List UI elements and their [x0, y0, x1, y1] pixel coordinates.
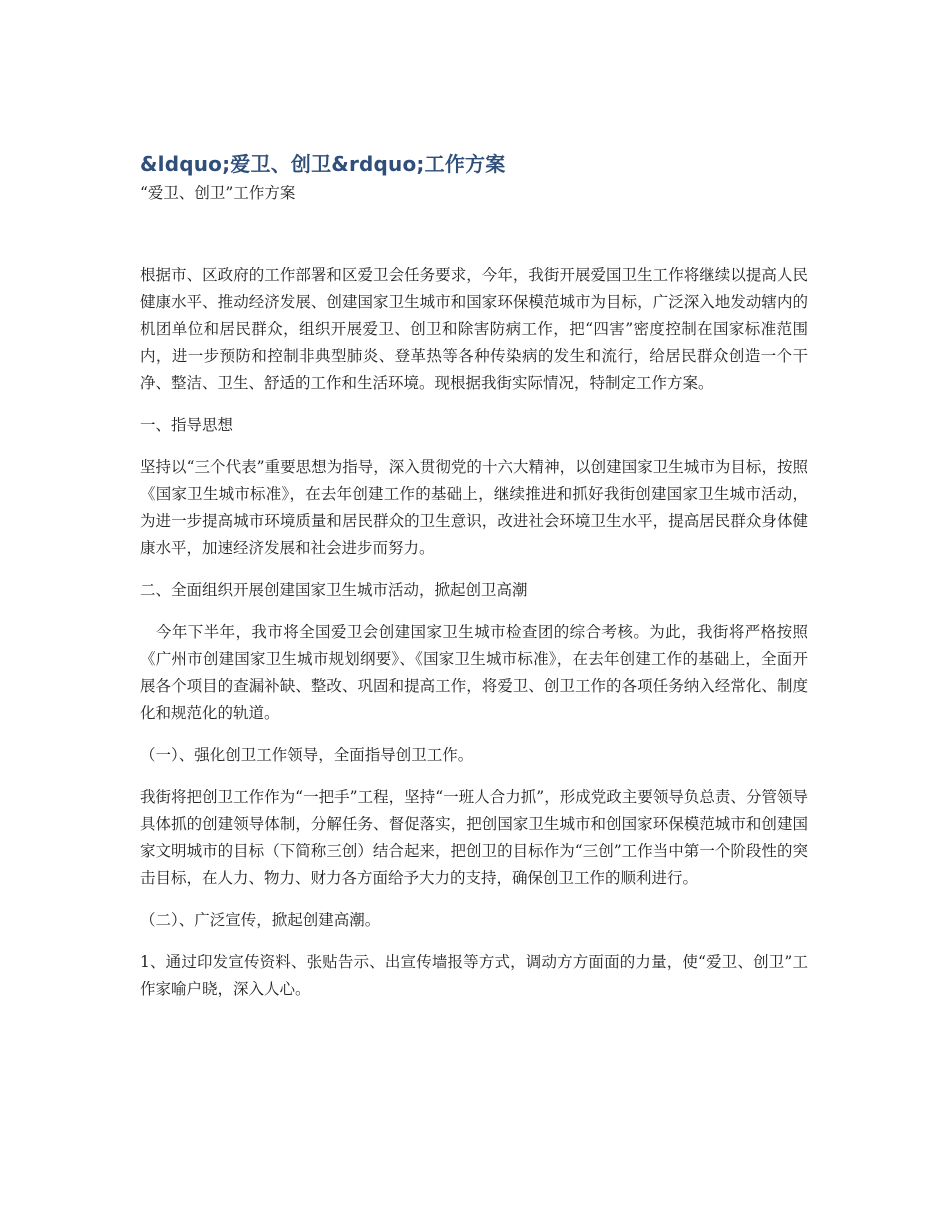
subsection-heading-publicity: （二）、广泛宣传，掀起创建高潮。	[140, 911, 381, 929]
leadership-paragraph: 我街将把创卫工作作为“一把手”工程，坚持“一班人合力抓”，形成党政主要领导负总责、分管领导具体抓的创建领导体制，分解任务、督促落实，把创国家卫生城市和创国家环保模范城市和创建国家文明城市的目标（下简称三创）结合起来，把创卫的目标作为“三创”工作当中第一个阶段性的突击目标，在人力、物力、财力各方面给予大力的支持，确保创卫工作的顺利进行。	[140, 788, 808, 887]
publicity-item-1: 1、通过印发宣传资料、张贴告示、出宣传墙报等方式，调动方方面面的力量，使“爱卫、创卫”工作家喻户晓，深入人心。	[140, 953, 808, 998]
guiding-thought-paragraph: 坚持以“三个代表”重要思想为指导，深入贯彻党的十六大精神，以创建国家卫生城市为目标，按照《国家卫生城市标准》，在去年创建工作的基础上，继续推进和抓好我街创建国家卫生城市活动，为进一步提高城市环境质量和居民群众的卫生意识，改进社会环境卫生水平，提高居民群众身体健康水平，加速经济发展和社会进步而努力。	[140, 458, 808, 557]
section-heading-guiding-thought: 一、指导思想	[140, 416, 234, 434]
campaign-paragraph: 今年下半年，我市将全国爱卫会创建国家卫生城市检查团的综合考核。为此，我街将严格按照《广州市创建国家卫生城市规划纲要》、《国家卫生城市标准》，在去年创建工作的基础上，全面开展各个项目的查漏补缺、整改、巩固和提高工作，将爱卫、创卫工作的各项任务纳入经常化、制度化和规范化的轨道。	[140, 623, 808, 722]
subsection-heading-leadership: （一）、强化创卫工作领导，全面指导创卫工作。	[140, 746, 474, 764]
document-content	[140, 150, 808, 1003]
section-heading-campaign: 二、全面组织开展创建国家卫生城市活动，掀起创卫高潮	[140, 581, 528, 599]
intro-paragraph: 根据市、区政府的工作部署和区爱卫会任务要求，今年，我街开展爱国卫生工作将继续以提高人民健康水平、推动经济发展、创建国家卫生城市和国家环保模范城市为目标，广泛深入地发动辖内的机团单位和居民群众，组织开展爱卫、创卫和除害防病工作，把“四害”密度控制在国家标准范围内，进一步预防和控制非典型肺炎、登革热等各种传染病的发生和流行，给居民群众创造一个干净、整洁、卫生、舒适的工作和生活环境。现根据我街实际情况，特制定工作方案。	[140, 266, 808, 392]
document-subtitle: “爱卫、创卫”工作方案	[140, 184, 296, 202]
document-title: &ldquo;爱卫、创卫&rdquo;工作方案	[140, 152, 506, 176]
